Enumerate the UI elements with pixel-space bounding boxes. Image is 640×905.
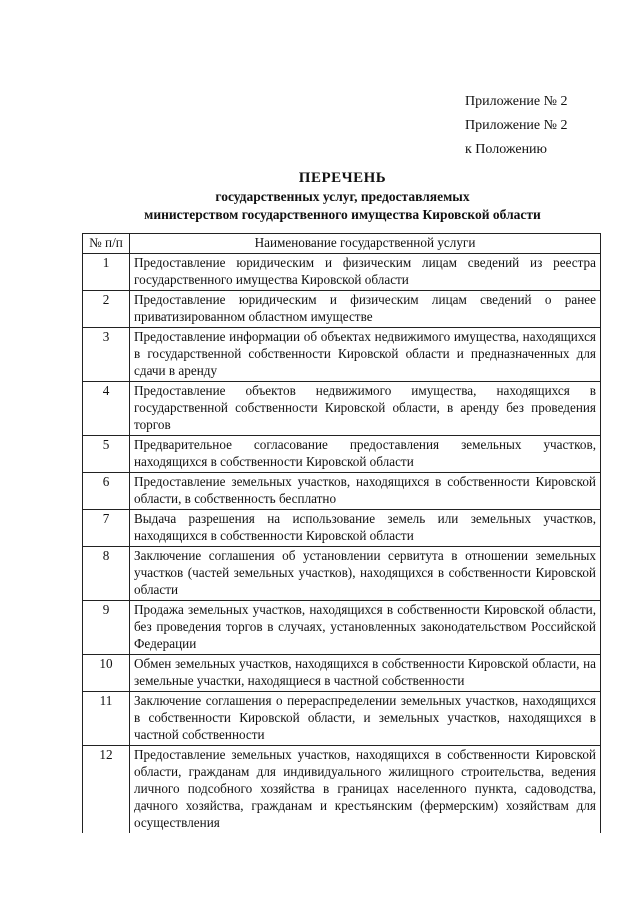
table-row xyxy=(83,328,601,382)
table-row xyxy=(83,746,601,834)
row-number: 10 xyxy=(83,655,130,692)
service-name: Предоставление земельных участков, находящихся в собственности Кировской области, гражданам для индивидуального жилищного строительства, ведения личного подсобного хозяйства в границах населенного пункта, садоводства, дачного хозяйства, гражданам и крестьянским (фермерским) хозяйствам для осуществления xyxy=(130,746,601,834)
table-row xyxy=(83,692,601,746)
row-number: 9 xyxy=(83,601,130,655)
row-number: 5 xyxy=(83,436,130,473)
row-number: 4 xyxy=(83,382,130,436)
title-main: ПЕРЕЧЕНЬ xyxy=(298,170,387,186)
table-row xyxy=(83,473,601,510)
service-name: Предоставление юридическим и физическим лицам сведений о ранее приватизированном областном имуществе xyxy=(130,291,601,328)
row-number: 12 xyxy=(83,746,130,834)
service-name: Предоставление информации об объектах недвижимого имущества, находящихся в государственной собственности Кировской области и предназначенных для сдачи в аренду xyxy=(130,328,601,382)
service-name: Предоставление земельных участков, находящихся в собственности Кировской области, в собственность бесплатно xyxy=(130,473,601,510)
appendix-line-3: к Положению xyxy=(465,142,548,157)
service-name: Предварительное согласование предоставления земельных участков, находящихся в собственности Кировской области xyxy=(130,436,601,473)
row-number: 3 xyxy=(83,328,130,382)
table-row xyxy=(83,382,601,436)
service-name: Выдача разрешения на использование земель или земельных участков, находящихся в собственности Кировской области xyxy=(130,510,601,547)
appendix-line-1: Приложение № 2 xyxy=(465,94,568,109)
services-table xyxy=(82,233,601,833)
table-row xyxy=(83,655,601,692)
service-name: Обмен земельных участков, находящихся в собственности Кировской области, на земельные участки, находящиеся в частной собственности xyxy=(130,655,601,692)
column-header-number: № п/п xyxy=(83,234,130,254)
row-number: 6 xyxy=(83,473,130,510)
appendix-header xyxy=(465,90,568,162)
service-name: Предоставление объектов недвижимого имущества, находящихся в государственной собственности Кировской области, в аренду без проведения торгов xyxy=(130,382,601,436)
title-subtitle-2: министерством государственного имущества Кировской области xyxy=(144,207,541,222)
row-number: 2 xyxy=(83,291,130,328)
service-name: Продажа земельных участков, находящихся в собственности Кировской области, без проведения торгов в случаях, установленных законодательством Российской Федерации xyxy=(130,601,601,655)
row-number: 8 xyxy=(83,547,130,601)
table-row xyxy=(83,601,601,655)
table-body xyxy=(83,254,601,834)
table-row xyxy=(83,510,601,547)
table-row xyxy=(83,436,601,473)
row-number: 1 xyxy=(83,254,130,291)
title-subtitle-1: государственных услуг, предоставляемых xyxy=(215,189,470,204)
service-name: Предоставление юридическим и физическим лицам сведений из реестра государственного имущества Кировской области xyxy=(130,254,601,291)
table-row xyxy=(83,291,601,328)
appendix-line-2: Приложение № 2 xyxy=(465,118,568,133)
row-number: 7 xyxy=(83,510,130,547)
table-header-row xyxy=(83,234,601,254)
service-name: Заключение соглашения о перераспределении земельных участков, находящихся в собственности Кировской области, и земельных участков, находящихся в частной собственности xyxy=(130,692,601,746)
table-row xyxy=(83,254,601,291)
table-row xyxy=(83,547,601,601)
row-number: 11 xyxy=(83,692,130,746)
service-name: Заключение соглашения об установлении сервитута в отношении земельных участков (частей земельных участков), находящихся в собственности Кировской области xyxy=(130,547,601,601)
document-title xyxy=(60,168,625,224)
column-header-name: Наименование государственной услуги xyxy=(130,234,601,254)
